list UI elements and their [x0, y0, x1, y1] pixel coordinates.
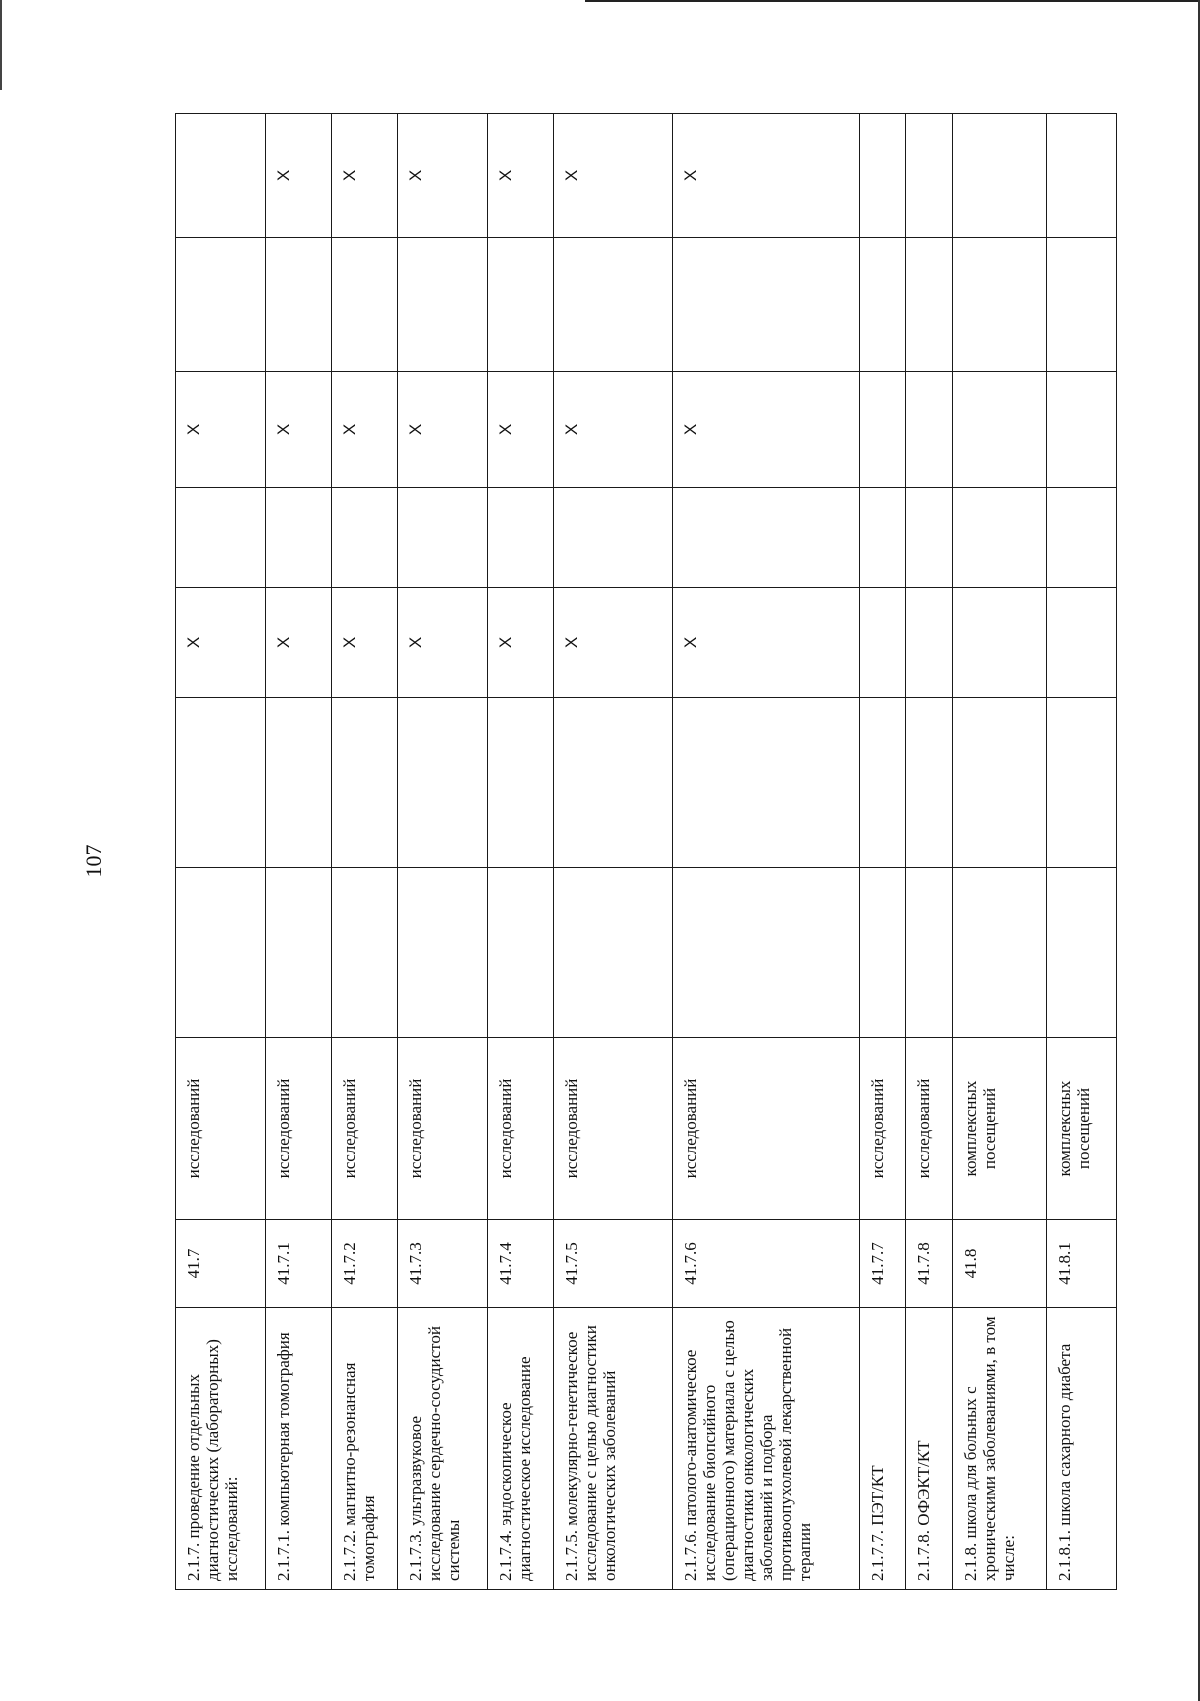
row-unit-cell: исследований [266, 1038, 332, 1220]
row-name-cell: 2.1.7.1. компьютерная томография [266, 1308, 332, 1590]
value-cell [906, 698, 952, 868]
value-cell [332, 868, 398, 1038]
row-unit-cell: исследований [673, 1038, 860, 1220]
value-cell [332, 488, 398, 588]
row-code-cell: 41.7.8 [906, 1220, 952, 1308]
value-cell [952, 114, 1047, 238]
mark-cell: X [553, 114, 672, 238]
value-cell [266, 868, 332, 1038]
scan-edge-top [585, 0, 1200, 2]
mark-cell: X [332, 588, 398, 698]
value-cell [860, 868, 906, 1038]
mark-cell: X [673, 372, 860, 488]
table-row [397, 114, 487, 1590]
row-name-cell: 2.1.7. проведение отдельных диагностических (лабораторных) исследований: [176, 1308, 266, 1590]
row-unit-cell: исследований [553, 1038, 672, 1220]
value-cell [1047, 114, 1117, 238]
row-code-cell: 41.7.5 [553, 1220, 672, 1308]
value-cell [266, 488, 332, 588]
value-cell [1047, 868, 1117, 1038]
table-row [176, 114, 266, 1590]
mark-cell: X [266, 588, 332, 698]
value-cell [397, 868, 487, 1038]
value-cell [397, 698, 487, 868]
value-cell [266, 238, 332, 372]
value-cell [488, 868, 554, 1038]
value-cell [673, 698, 860, 868]
row-code-cell: 41.7 [176, 1220, 266, 1308]
value-cell [952, 698, 1047, 868]
value-cell [488, 698, 554, 868]
value-cell [553, 238, 672, 372]
table-row [860, 114, 906, 1590]
mark-cell: X [176, 372, 266, 488]
mark-cell: X [488, 588, 554, 698]
row-name-cell: 2.1.7.3. ультразвуковое исследование сердечно-сосудистой системы [397, 1308, 487, 1590]
value-cell [488, 238, 554, 372]
row-unit-cell: исследований [906, 1038, 952, 1220]
value-cell [397, 238, 487, 372]
mark-cell: X [397, 372, 487, 488]
value-cell [1047, 238, 1117, 372]
table-row [906, 114, 952, 1590]
row-unit-cell: комплексных посещений [952, 1038, 1047, 1220]
value-cell [860, 588, 906, 698]
row-unit-cell: исследований [488, 1038, 554, 1220]
row-code-cell: 41.7.6 [673, 1220, 860, 1308]
value-cell [553, 698, 672, 868]
mark-cell: X [553, 588, 672, 698]
value-cell [1047, 588, 1117, 698]
value-cell [673, 238, 860, 372]
value-cell [860, 372, 906, 488]
value-cell [1047, 488, 1117, 588]
mark-cell: X [332, 114, 398, 238]
table-row [332, 114, 398, 1590]
row-name-cell: 2.1.7.2. магнитно-резонансная томография [332, 1308, 398, 1590]
value-cell [176, 868, 266, 1038]
value-cell [906, 238, 952, 372]
table-row [1047, 114, 1117, 1590]
row-name-cell: 2.1.7.5. молекулярно-генетическое исследование с целью диагностики онкологических заболеваний [553, 1308, 672, 1590]
value-cell [952, 868, 1047, 1038]
mark-cell: X [332, 372, 398, 488]
mark-cell: X [397, 114, 487, 238]
volume-table [175, 113, 1117, 1590]
row-code-cell: 41.7.4 [488, 1220, 554, 1308]
value-cell [332, 698, 398, 868]
mark-cell [176, 114, 266, 238]
scan-edge-left [0, 0, 2, 90]
value-cell [488, 488, 554, 588]
value-cell [952, 238, 1047, 372]
page-number: 107 [81, 844, 106, 878]
row-name-cell: 2.1.7.7. ПЭТ/КТ [860, 1308, 906, 1590]
value-cell [906, 488, 952, 588]
row-unit-cell: комплексных посещений [1047, 1038, 1117, 1220]
table-row [673, 114, 860, 1590]
mark-cell: X [673, 588, 860, 698]
row-code-cell: 41.8.1 [1047, 1220, 1117, 1308]
row-name-cell: 2.1.8. школа для больных с хроническими заболеваниями, в том числе: [952, 1308, 1047, 1590]
value-cell [1047, 372, 1117, 488]
value-cell [860, 488, 906, 588]
value-cell [906, 114, 952, 238]
mark-cell: X [553, 372, 672, 488]
row-name-cell: 2.1.8.1. школа сахарного диабета [1047, 1308, 1117, 1590]
table-row [488, 114, 554, 1590]
mark-cell: X [673, 114, 860, 238]
row-unit-cell: исследований [397, 1038, 487, 1220]
document-table-container [175, 114, 1117, 1590]
value-cell [860, 114, 906, 238]
row-code-cell: 41.7.3 [397, 1220, 487, 1308]
value-cell [860, 238, 906, 372]
value-cell [906, 588, 952, 698]
value-cell [906, 372, 952, 488]
table-row [266, 114, 332, 1590]
row-name-cell: 2.1.7.8. ОФЭКТ/КТ [906, 1308, 952, 1590]
value-cell [553, 488, 672, 588]
table-row [952, 114, 1047, 1590]
mark-cell: X [397, 588, 487, 698]
value-cell [860, 698, 906, 868]
value-cell [266, 698, 332, 868]
value-cell [553, 868, 672, 1038]
row-unit-cell: исследований [176, 1038, 266, 1220]
row-code-cell: 41.7.1 [266, 1220, 332, 1308]
value-cell [673, 488, 860, 588]
row-code-cell: 41.7.2 [332, 1220, 398, 1308]
value-cell [952, 488, 1047, 588]
row-unit-cell: исследований [332, 1038, 398, 1220]
mark-cell: X [488, 114, 554, 238]
row-code-cell: 41.8 [952, 1220, 1047, 1308]
value-cell [906, 868, 952, 1038]
value-cell [673, 868, 860, 1038]
mark-cell: X [266, 372, 332, 488]
mark-cell: X [176, 588, 266, 698]
row-name-cell: 2.1.7.4. эндоскопическое диагностическое исследование [488, 1308, 554, 1590]
value-cell [176, 238, 266, 372]
value-cell [176, 698, 266, 868]
row-code-cell: 41.7.7 [860, 1220, 906, 1308]
row-unit-cell: исследований [860, 1038, 906, 1220]
row-name-cell: 2.1.7.6. патолого-анатомическое исследование биопсийного (операционного) материала с целью диагностики онкологических заболеваний и подбора противоопухолевой лекарственной терапии [673, 1308, 860, 1590]
value-cell [176, 488, 266, 588]
value-cell [952, 588, 1047, 698]
mark-cell: X [266, 114, 332, 238]
value-cell [1047, 698, 1117, 868]
value-cell [952, 372, 1047, 488]
value-cell [332, 238, 398, 372]
table-row [553, 114, 672, 1590]
mark-cell: X [488, 372, 554, 488]
value-cell [397, 488, 487, 588]
